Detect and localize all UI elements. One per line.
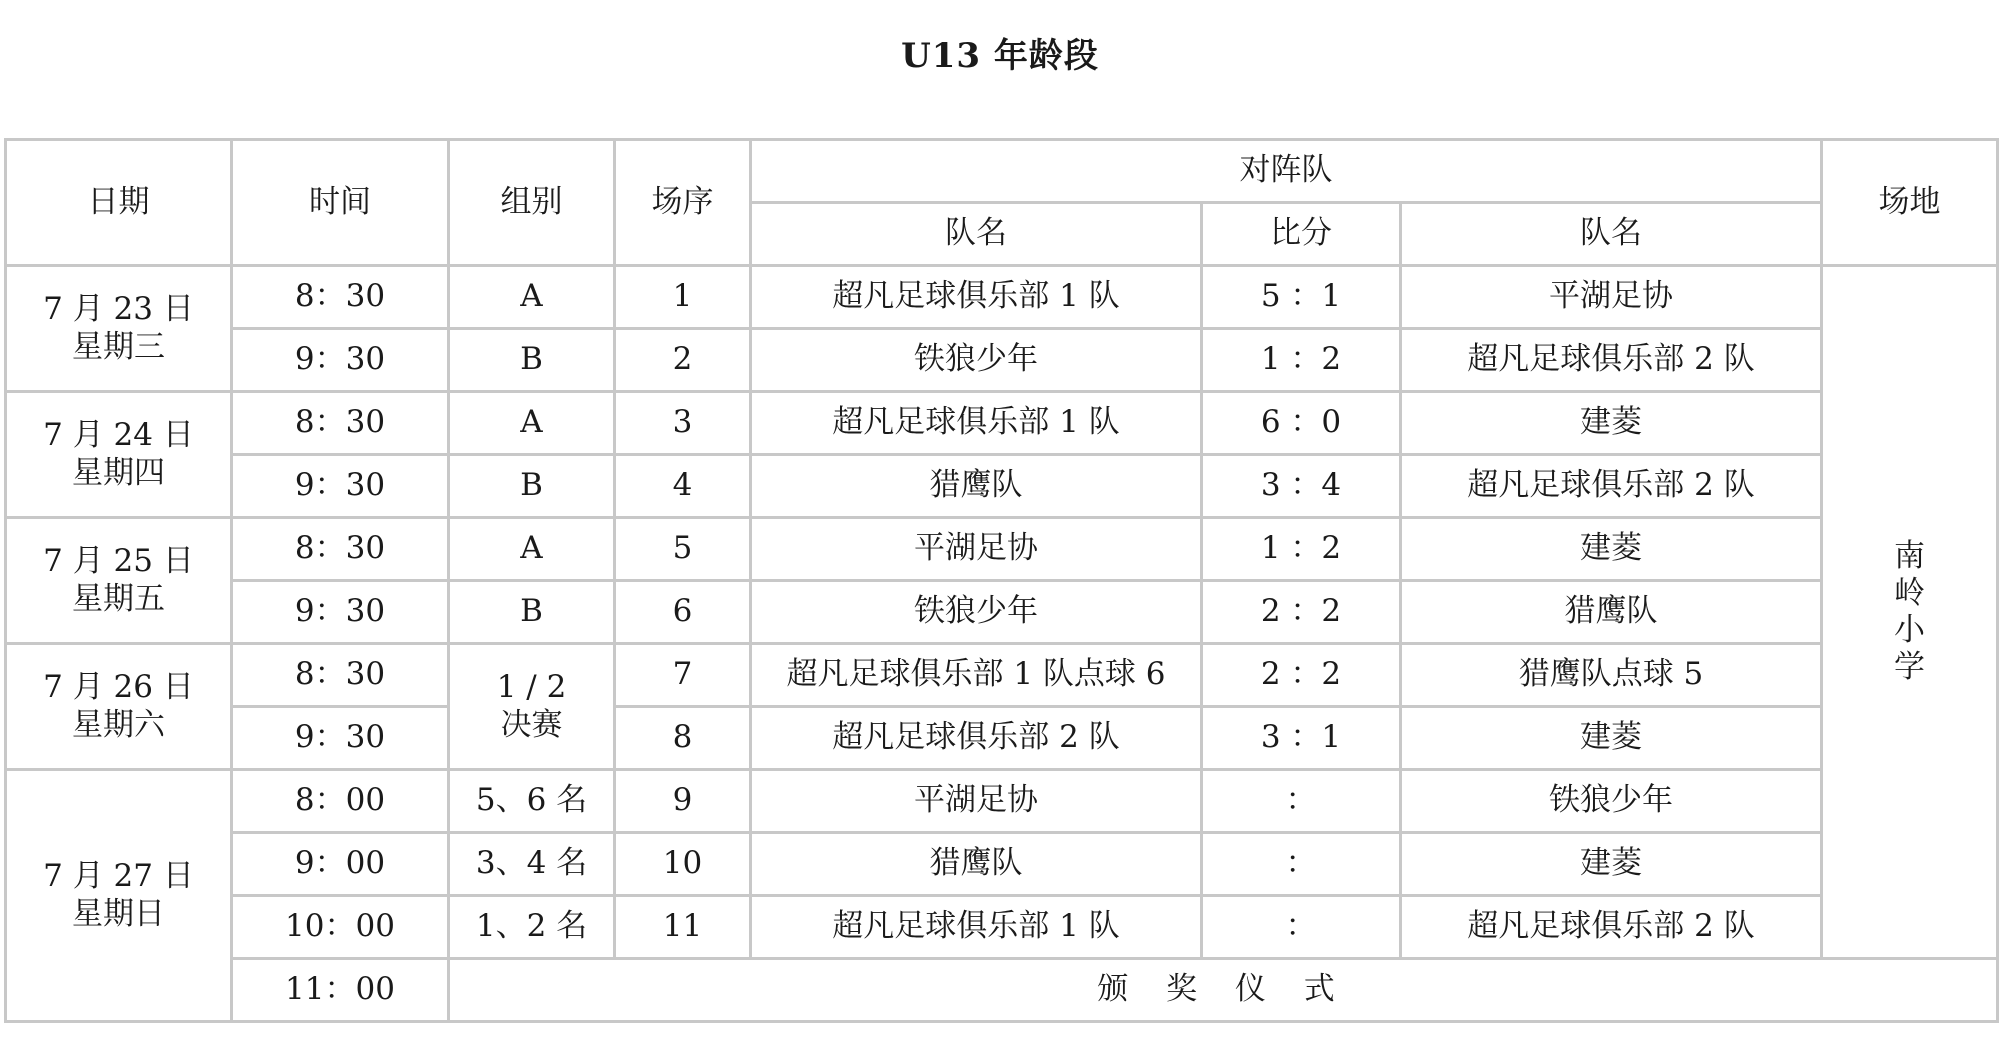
score-cell: 5 ：1 (1202, 266, 1401, 329)
ceremony-row (6, 959, 1998, 1022)
header-row (6, 140, 1998, 203)
score-cell: 2 ：2 (1202, 581, 1401, 644)
group-cell: 3、4 名 (449, 833, 615, 896)
table-row (6, 518, 1998, 581)
team-b-cell: 猎鹰队点球 5 (1401, 644, 1822, 707)
score-cell: 1 ：2 (1202, 329, 1401, 392)
team-a-cell: 超凡足球俱乐部 1 队 (751, 392, 1202, 455)
team-a-cell: 猎鹰队 (751, 455, 1202, 518)
order-cell: 6 (615, 581, 751, 644)
team-b-cell: 铁狼少年 (1401, 770, 1822, 833)
date-text: 7 月 26 日 (43, 669, 194, 706)
team-a-cell: 超凡足球俱乐部 1 队 (751, 896, 1202, 959)
team-b-cell: 超凡足球俱乐部 2 队 (1401, 455, 1822, 518)
team-b-cell: 建菱 (1401, 707, 1822, 770)
order-cell: 4 (615, 455, 751, 518)
weekday-text: 星期日 (72, 895, 165, 932)
venue-char: 学 (1894, 649, 1925, 686)
order-cell: 1 (615, 266, 751, 329)
weekday-text: 星期六 (72, 706, 165, 743)
group-cell: A (449, 518, 615, 581)
date-text: 7 月 25 日 (43, 543, 194, 580)
venue-char: 小 (1894, 612, 1925, 648)
team-b-cell: 建菱 (1401, 518, 1822, 581)
team-b-cell: 超凡足球俱乐部 2 队 (1401, 896, 1822, 959)
team-a-cell: 平湖足协 (751, 770, 1202, 833)
date-text: 7 月 24 日 (43, 417, 194, 454)
time-cell: 8：30 (232, 644, 449, 707)
score-cell: ： (1202, 770, 1401, 833)
venue-char: 岭 (1894, 574, 1925, 611)
weekday-text: 星期五 (72, 580, 165, 617)
header-score: 比分 (1202, 203, 1401, 266)
table-row (6, 833, 1998, 896)
group-cell: B (449, 581, 615, 644)
semifinal-line: 1 / 2 (496, 669, 567, 706)
time-cell: 9：30 (232, 707, 449, 770)
order-cell: 8 (615, 707, 751, 770)
order-cell: 10 (615, 833, 751, 896)
order-cell: 2 (615, 329, 751, 392)
score-cell: ： (1202, 833, 1401, 896)
score-cell: 3 ：4 (1202, 455, 1401, 518)
team-b-cell: 猎鹰队 (1401, 581, 1822, 644)
header-team-a: 队名 (751, 203, 1202, 266)
schedule-table (4, 138, 1999, 1023)
time-cell: 9：30 (232, 329, 449, 392)
team-a-cell: 铁狼少年 (751, 329, 1202, 392)
ceremony-time-cell: 11：00 (232, 959, 449, 1022)
date-text: 7 月 23 日 (43, 291, 194, 328)
order-cell: 9 (615, 770, 751, 833)
time-cell: 9：00 (232, 833, 449, 896)
table-row (6, 707, 1998, 770)
semifinal-line: 决赛 (500, 706, 563, 743)
table-row (6, 581, 1998, 644)
date-cell (6, 644, 232, 770)
team-b-cell: 建菱 (1401, 392, 1822, 455)
date-cell (6, 266, 232, 392)
team-b-cell: 超凡足球俱乐部 2 队 (1401, 329, 1822, 392)
header-matchup: 对阵队 (751, 140, 1822, 203)
group-cell: 5、6 名 (449, 770, 615, 833)
table-row (6, 896, 1998, 959)
team-b-cell: 平湖足协 (1401, 266, 1822, 329)
weekday-text: 星期四 (72, 454, 165, 491)
order-cell: 11 (615, 896, 751, 959)
header-time: 时间 (232, 140, 449, 266)
time-cell: 9：30 (232, 581, 449, 644)
team-a-cell: 超凡足球俱乐部 1 队点球 6 (751, 644, 1202, 707)
team-a-cell: 平湖足协 (751, 518, 1202, 581)
order-cell: 7 (615, 644, 751, 707)
header-order: 场序 (615, 140, 751, 266)
table-row (6, 455, 1998, 518)
score-cell: 3 ：1 (1202, 707, 1401, 770)
team-a-cell: 猎鹰队 (751, 833, 1202, 896)
score-cell: 1 ：2 (1202, 518, 1401, 581)
venue-char: 南 (1894, 537, 1925, 574)
header-venue: 场地 (1822, 140, 1998, 266)
team-b-cell: 建菱 (1401, 833, 1822, 896)
date-cell (6, 518, 232, 644)
group-cell: B (449, 455, 615, 518)
group-cell-semifinal (449, 644, 615, 770)
time-cell: 9：30 (232, 455, 449, 518)
header-group: 组别 (449, 140, 615, 266)
score-cell: 6 ：0 (1202, 392, 1401, 455)
order-cell: 5 (615, 518, 751, 581)
date-cell (6, 770, 232, 1022)
group-cell: B (449, 329, 615, 392)
page-title: U13 年龄段 (901, 36, 1099, 76)
table-row (6, 770, 1998, 833)
time-cell: 8：30 (232, 392, 449, 455)
table-row (6, 329, 1998, 392)
table-row (6, 266, 1998, 329)
group-cell: A (449, 266, 615, 329)
team-a-cell: 超凡足球俱乐部 1 队 (751, 266, 1202, 329)
header-date: 日期 (6, 140, 232, 266)
score-cell: ： (1202, 896, 1401, 959)
time-cell: 8：30 (232, 518, 449, 581)
group-cell: 1、2 名 (449, 896, 615, 959)
weekday-text: 星期三 (72, 328, 165, 365)
team-a-cell: 超凡足球俱乐部 2 队 (751, 707, 1202, 770)
score-cell: 2 ：2 (1202, 644, 1401, 707)
time-cell: 8：30 (232, 266, 449, 329)
ceremony-label: 颁 奖 仪 式 (449, 959, 1998, 1022)
date-cell (6, 392, 232, 518)
group-cell: A (449, 392, 615, 455)
time-cell: 8：00 (232, 770, 449, 833)
venue-cell (1822, 266, 1998, 959)
date-text: 7 月 27 日 (43, 858, 194, 895)
table-row (6, 644, 1998, 707)
order-cell: 3 (615, 392, 751, 455)
header-team-b: 队名 (1401, 203, 1822, 266)
table-row (6, 392, 1998, 455)
team-a-cell: 铁狼少年 (751, 581, 1202, 644)
time-cell: 10：00 (232, 896, 449, 959)
